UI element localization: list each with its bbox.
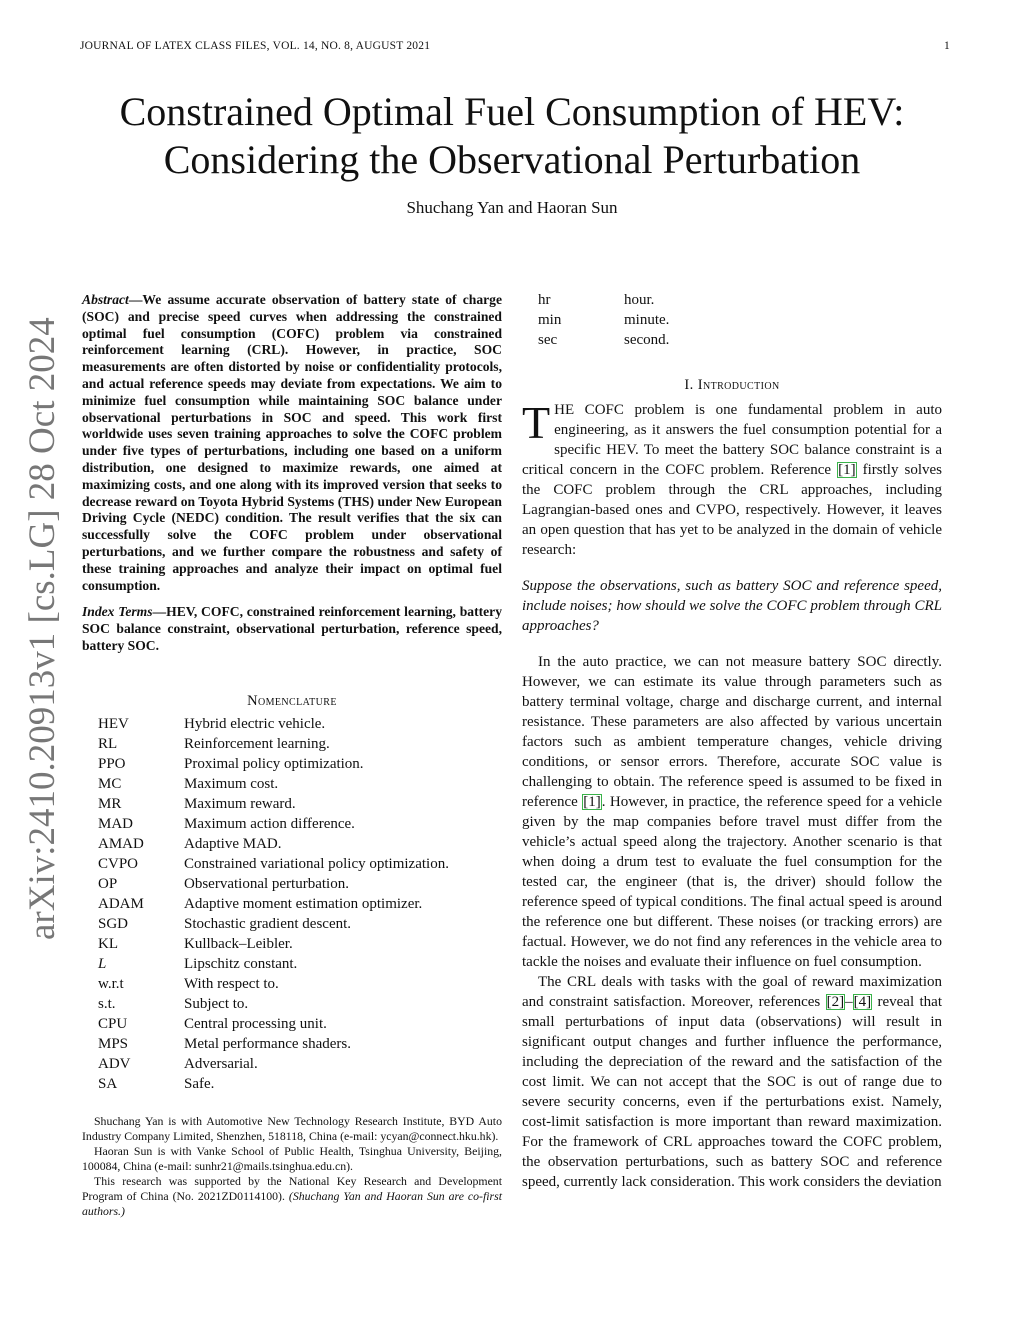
nomenclature-definition: Adaptive moment estimation optimizer. [184, 895, 423, 912]
nomenclature-definition: With respect to. [184, 975, 279, 992]
footnote-funding [82, 1174, 502, 1219]
page-number: 1 [944, 40, 950, 52]
nomenclature-row [82, 1076, 449, 1096]
abstract-text: —We assume accurate observation of battery state of charge (SOC) and precise speed curves when addressing the constrained optimal fuel consumption (COFC) problem via constrained reinforcement learning (CRL). However, in practice, SOC measurements are often distorted by noise or confidentiality protocols, and actual reference speeds may deviate from expectations. We aim to minimize fuel consumption while maintaining SOC balance under observational perturbations in SOC and speed. This work first worldwide uses seven training approaches to solve the COFC problem under five types of perturbations, including one based on a uniform distribution, one designed to maximize rewards, one aimed at maximizing costs, and one along with its improved version that seeks to decrease reward on Toyota Hybrid Systems (THS) under New European Driving Cycle (NEDC) condition. The result verifies that the six can successfully solve the COFC problem under observational perturbations, and we further compare the robustness and safety of these training approaches and analyze their impact on optimal fuel consumption. [82, 292, 502, 593]
nomenclature-definition: Maximum reward. [184, 795, 296, 812]
nomenclature-row [522, 312, 669, 332]
nomenclature-definition: Safe. [184, 1075, 215, 1092]
nomenclature-row [82, 956, 449, 976]
nomenclature-row [82, 876, 449, 896]
nomenclature-definition: hour. [624, 292, 655, 308]
footnotes [82, 1114, 502, 1219]
nomenclature-row [82, 736, 449, 756]
nomenclature-abbreviation: PPO [98, 755, 126, 772]
nomenclature-abbreviation: MPS [98, 1035, 129, 1052]
nomenclature-definition: Observational perturbation. [184, 875, 349, 892]
nomenclature-row [82, 996, 449, 1016]
abstract [82, 292, 502, 594]
co-first-note: (Shuchang Yan and Haoran Sun are co-first authors.) [82, 1188, 502, 1218]
nomenclature-row [82, 976, 449, 996]
nomenclature-definition: Adaptive MAD. [184, 835, 282, 852]
introduction-heading [522, 377, 942, 394]
nomenclature-abbreviation: w.r.t [98, 975, 124, 992]
nomenclature-abbreviation: ADV [98, 1055, 131, 1072]
nomenclature-definition: second. [624, 332, 670, 348]
intro-paragraph-2 [522, 652, 942, 972]
nomenclature-abbreviation: SGD [98, 915, 129, 932]
nomenclature-definition: Kullback–Leibler. [184, 935, 293, 952]
citation-link[interactable]: [1] [583, 794, 601, 810]
nomenclature-row [82, 896, 449, 916]
running-header [80, 40, 950, 60]
nomenclature-abbreviation: sec [538, 332, 558, 348]
intro-p3-text-b: reveal that small perturbations of input data (observations) will result in significant output changes and further influence the performance, including the depreciation of the reward and the satisfaction of the cost limit. We can not accept that the SOC is out of range due to severe security concerns, even if the perturbations exist. Namely, cost-limit satisfaction is more important than reward maximization. For the framework of CRL approaches toward the COFC problem, the observation perturbations, such as battery SOC and reference speed, currently lack consideration. This work considers the deviation [522, 994, 942, 1190]
nomenclature-row [522, 292, 669, 312]
intro-first-word: HE [554, 402, 575, 418]
nomenclature-abbreviation: min [538, 312, 562, 328]
research-question: Suppose the observations, such as battery SOC and reference speed, include noises; how should we solve the COFC problem through CRL approaches? [522, 578, 942, 634]
nomenclature-abbreviation: AMAD [98, 835, 144, 852]
citation-range-dash: – [845, 994, 853, 1010]
nomenclature-abbreviation: hr [538, 292, 551, 308]
title-line-1: Constrained Optimal Fuel Consumption of HEV: [119, 89, 905, 134]
nomenclature-abbreviation: MAD [98, 815, 134, 832]
nomenclature-row [82, 776, 449, 796]
nomenclature-definition: minute. [624, 312, 670, 328]
nomenclature-row [82, 756, 449, 776]
nomenclature-definition: Hybrid electric vehicle. [184, 715, 326, 732]
nomenclature-abbreviation: ADAM [98, 895, 144, 912]
nomenclature-row [82, 936, 449, 956]
nomenclature-definition: Subject to. [184, 995, 249, 1012]
intro-p2-text-a: In the auto practice, we can not measure battery SOC directly. However, we can estimate its value through parameters such as battery terminal voltage, charge and discharge current, and internal resistance. These parameters are also affected by various uncertain factors such as ambient temperature changes, vehicle driving conditions, or sensor errors. Therefore, accurate SOC value is challenging to obtain. The reference speed is assumed to be fixed in reference [522, 654, 942, 810]
nomenclature-abbreviation: s.t. [98, 995, 116, 1012]
title-line-2: Considering the Observational Perturbation [163, 137, 861, 182]
journal-header: JOURNAL OF LATEX CLASS FILES, VOL. 14, NO. 8, AUGUST 2021 [80, 40, 431, 52]
nomenclature-abbreviation: MC [98, 775, 122, 792]
nomenclature-definition: Proximal policy optimization. [184, 755, 364, 772]
nomenclature-row [82, 796, 449, 816]
author-list: Shuchang Yan and Haoran Sun [406, 198, 618, 217]
nomenclature-abbreviation: CPU [98, 1015, 128, 1032]
nomenclature-definition: Stochastic gradient descent. [184, 915, 352, 932]
left-column [82, 292, 502, 1219]
nomenclature-table [82, 716, 449, 1096]
citation-link[interactable]: [4] [853, 994, 872, 1010]
nomenclature-abbreviation: SA [98, 1075, 118, 1092]
arxiv-identifier: arXiv:2410.20913v1 [cs.LG] 28 Oct 2024 [22, 317, 63, 940]
right-column [522, 292, 942, 1192]
index-terms [82, 604, 502, 654]
nomenclature-abbreviation: HEV [98, 715, 129, 732]
paper-title [60, 88, 964, 184]
abstract-label: Abstract [82, 292, 129, 307]
nomenclature-definition: Central processing unit. [184, 1015, 327, 1032]
nomenclature-definition: Constrained variational policy optimization. [184, 855, 449, 872]
nomenclature-definition: Lipschitz constant. [184, 955, 298, 972]
drop-cap: T [522, 397, 551, 448]
nomenclature-abbreviation: KL [98, 935, 118, 952]
nomenclature-continued [522, 292, 669, 352]
citation-link[interactable]: [1] [838, 462, 856, 478]
nomenclature-row [82, 856, 449, 876]
nomenclature-definition: Reinforcement learning. [184, 735, 330, 752]
intro-paragraph-3 [522, 972, 942, 1192]
nomenclature-abbreviation: OP [98, 875, 118, 892]
nomenclature-row [82, 916, 449, 936]
nomenclature-abbreviation: RL [98, 735, 118, 752]
funding-text: This research was supported by the National Key Research and Development Program of China (No. 2021ZD0114100). [82, 1173, 502, 1203]
nomenclature-row [82, 836, 449, 856]
index-terms-text: —HEV, COFC, constrained reinforcement learning, battery SOC balance constraint, observational perturbation, reference speed, battery SOC. [82, 604, 502, 653]
nomenclature-abbreviation: MR [98, 795, 122, 812]
nomenclature-abbreviation: CVPO [98, 855, 139, 872]
nomenclature-row [82, 1036, 449, 1056]
intro-paragraph-1 [522, 397, 942, 560]
nomenclature-row [82, 1016, 449, 1036]
nomenclature-heading: Nomenclature [247, 692, 337, 709]
index-terms-label: Index Terms [82, 604, 153, 620]
nomenclature-definition: Maximum cost. [184, 775, 279, 792]
intro-p1-text-a: COFC problem is one fundamental problem in auto engineering, as it answers the fuel consumption potential for a specific HEV. To meet the battery SOC balance constraint is a critical concern in the COFC problem. Reference [522, 402, 942, 478]
intro-p2-text-b: . However, in practice, the reference speed for a vehicle given by the map companies before travel must differ from the vehicle’s actual speed along the trajectory. Another scenario is that when doing a drum test to evaluate the fuel consumption for the tested car, the engineer (that is, the driver) should follow the reference speed of typical conditions. The final actual speed is around the reference one but different. These noises (or tracking errors) are factual. However, we do not find any references in the vehicle area to tackle the noises and evaluate their influence on fuel consumption. [522, 794, 942, 970]
nomenclature-abbreviation: L [98, 955, 107, 972]
nomenclature-row [82, 816, 449, 836]
intro-p3-text-a: The CRL deals with tasks with the goal of reward maximization and constraint satisfaction. Moreover, references [522, 974, 942, 1010]
nomenclature-row [82, 716, 449, 736]
footnote-author-1: Shuchang Yan is with Automotive New Technology Research Institute, BYD Auto Industry Company Limited, Shenzhen, 518118, China (e-mail: ycyan@connect.hku.hk). [82, 1113, 502, 1143]
nomenclature-definition: Metal performance shaders. [184, 1035, 352, 1052]
section-title: Introduction [697, 377, 780, 393]
footnote-author-2: Haoran Sun is with Vanke School of Public Health, Tsinghua University, Beijing, 100084, China (e-mail: sunhr21@mails.tsinghua.edu.cn). [82, 1143, 502, 1173]
nomenclature-row [82, 1056, 449, 1076]
nomenclature-definition: Adversarial. [184, 1055, 258, 1072]
nomenclature-row [522, 332, 669, 352]
nomenclature-definition: Maximum action difference. [184, 815, 355, 832]
citation-link[interactable]: [2] [826, 994, 845, 1010]
intro-p1-text-b: firstly solves the COFC problem through the CRL approaches, including Lagrangian-based ones and CVPO, respectively. However, it leaves an open question that has yet to be analyzed in the domain of vehicle research: [522, 462, 942, 558]
section-number: I. [684, 377, 694, 393]
